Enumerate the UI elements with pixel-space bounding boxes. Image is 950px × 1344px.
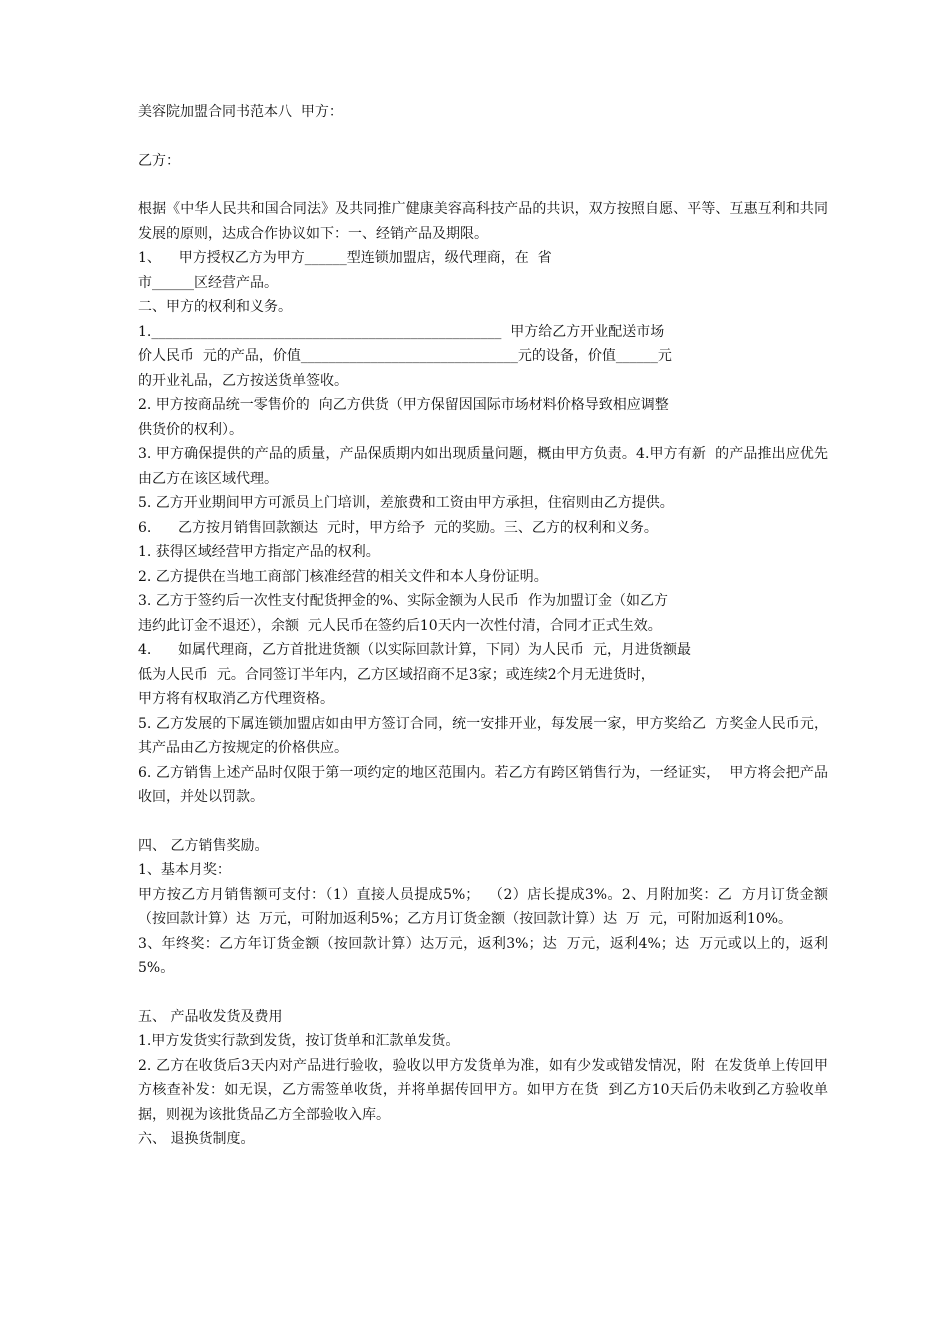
clause-2-2-line-a: 2. 甲方按商品统一零售价的 向乙方供货（甲方保留因国际市场材料价格导致相应调整 [138, 397, 669, 413]
spacer [138, 810, 828, 834]
spacer [138, 173, 828, 197]
clause-3-3-line-b: 违约此订金不退还），余额 元人民币在签约后10天内一次性付清，合同才正式生效。 [138, 617, 662, 634]
clause-3-4-line-b: 低为人民币 元。合同签订半年内，乙方区域招商不足3家；或连续2个月无进货时， [138, 666, 655, 683]
section-6-title: 六、 退换货制度。 [138, 1131, 255, 1147]
clause-4-1: 1、基本月奖： [138, 862, 231, 878]
clause-2-1-line-b: 价人民币 元的产品，价值_______________________________元的设备，价值______元 [138, 348, 672, 364]
clause-5-2: 2. 乙方在收货后3天内对产品进行验收，验收以甲方发货单为准，如有少发或错发情况，附 在发货单上传回甲方核查补发：如无误，乙方需签单收货，并将单据传回甲方。如甲方在货 到乙方10天后仍未收到乙方验收单据，则视为该批货品乙方全部验收入库。 [138, 1057, 828, 1123]
clause-2-1-line-c: 的开业礼品，乙方按送货单签收。 [138, 372, 348, 389]
party-b-label: 乙方： [138, 152, 180, 169]
document-title: 美容院加盟合同书范本八 甲方： [138, 104, 343, 120]
clause-2-6: 6. 乙方按月销售回款额达 元时，甲方给予 元的奖励。三、乙方的权利和义务。 [138, 519, 658, 536]
clause-2-1-line-a: 1.__________________________________________________ 甲方给乙方开业配送市场 [138, 323, 665, 340]
clause-3-2: 2. 乙方提供在当地工商部门核准经营的相关文件和本人身份证明。 [138, 568, 548, 585]
contract-document [138, 100, 828, 1152]
clause-5-1: 1.甲方发货实行款到发货，按订货单和汇款单发货。 [138, 1033, 460, 1049]
clause-4-2: 甲方按乙方月销售额可支付：（1）直接人员提成5%； （2）店长提成3%。2、月附加奖：乙 方月订货金额（按回款计算）达 万元，可附加返利5%；乙方月订货金额（按回款计算）达 万 元，可附加返利10%。 [138, 886, 828, 927]
clause-2-5: 5. 乙方开业期间甲方可派员上门培训，差旅费和工资由甲方承担，住宿则由乙方提供。 [138, 495, 674, 511]
spacer [138, 981, 828, 1005]
clause-3-3-line-a: 3. 乙方于签约后一次性支付配货押金的%、实际金额为人民币 作为加盟订金（如乙方 [138, 593, 669, 609]
clause-3-4-line-a: 4. 如属代理商，乙方首批进货额（以实际回款计算，下同）为人民币 元，月进货额最 [138, 642, 691, 658]
section-2-title: 二、甲方的权利和义务。 [138, 299, 292, 315]
clause-3-4-line-c: 甲方将有权取消乙方代理资格。 [138, 691, 334, 707]
clause-4-3: 3、年终奖：乙方年订货金额（按回款计算）达万元，返利3%；达 万元，返利4%；达 万元或以上的，返利5%。 [138, 935, 828, 976]
clause-1-1-line-a: 1、 甲方授权乙方为甲方______型连锁加盟店，级代理商，在 省 [138, 250, 552, 266]
clause-3-6: 6. 乙方销售上述产品时仅限于第一项约定的地区范围内。若乙方有跨区销售行为，一经证实， 甲方将会把产品收回，并处以罚款。 [138, 764, 828, 805]
clause-1-1-line-b: 市______区经营产品。 [138, 274, 278, 291]
section-4-title: 四、 乙方销售奖励。 [138, 837, 269, 854]
intro-paragraph: 根据《中华人民共和国合同法》及共同推广健康美容高科技产品的共识，双方按照自愿、平等、互惠互利和共同发展的原则，达成合作协议如下：一、经销产品及期限。 [138, 201, 828, 242]
clause-2-3: 3. 甲方确保提供的产品的质量，产品保质期内如出现质量问题，概由甲方负责。4.甲方有新 的产品推出应优先由乙方在该区域代理。 [138, 446, 828, 487]
clause-2-2-line-b: 供货价的权利）。 [138, 421, 243, 438]
section-5-title: 五、 产品收发货及费用 [138, 1008, 283, 1025]
spacer [138, 125, 828, 149]
clause-3-1: 1. 获得区域经营甲方指定产品的权利。 [138, 544, 380, 560]
clause-3-5: 5. 乙方发展的下属连锁加盟店如由甲方签订合同，统一安排开业，每发展一家，甲方奖给乙 方奖金人民币元，其产品由乙方按规定的价格供应。 [138, 715, 828, 756]
